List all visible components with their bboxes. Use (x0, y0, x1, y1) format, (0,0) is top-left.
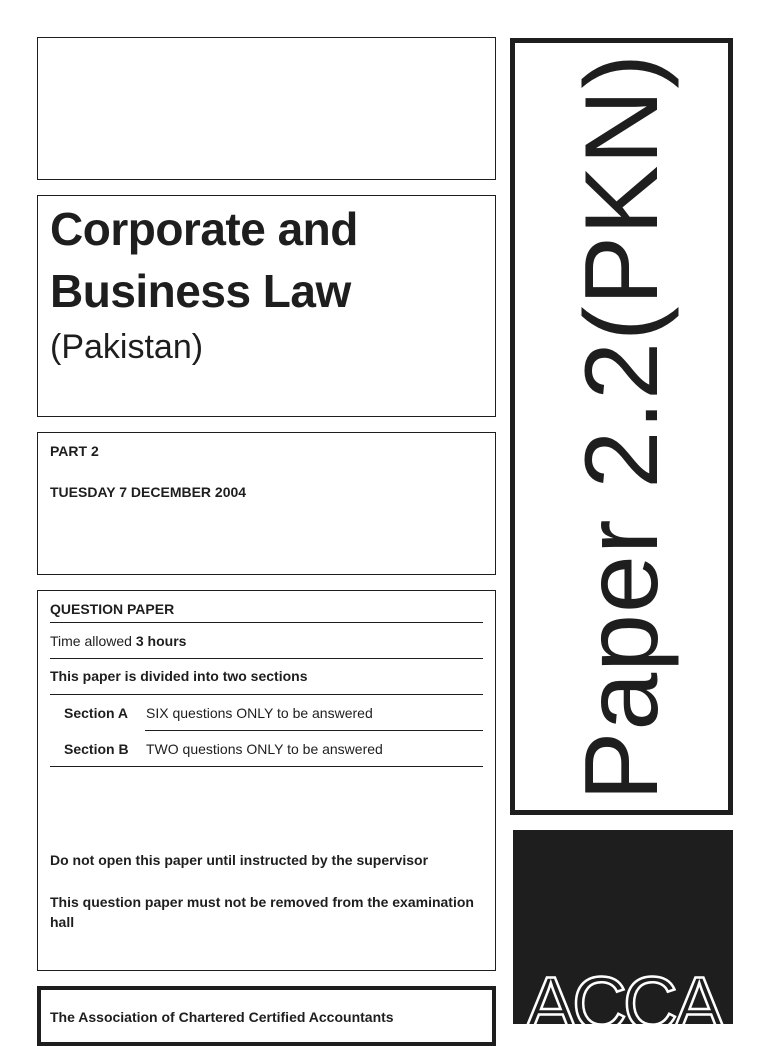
title-line-2: Business Law (50, 265, 351, 317)
subtitle: (Pakistan) (50, 328, 204, 366)
question-paper-box (37, 590, 496, 971)
notice-remove-line-1: This question paper must not be removed from the examination (50, 894, 474, 910)
association-name: The Association of Chartered Certified Accountants (50, 1009, 394, 1025)
title-line-1: Corporate and (50, 203, 358, 255)
section-a-desc: SIX questions ONLY to be answered (146, 705, 373, 721)
time-value: 3 hours (135, 633, 187, 649)
title-box (37, 195, 496, 417)
part-label: PART 2 (50, 443, 99, 459)
section-b-desc: TWO questions ONLY to be answered (146, 741, 383, 757)
divider (50, 694, 483, 695)
divider (50, 658, 483, 659)
time-label: Time allowed (50, 633, 132, 649)
exam-date: TUESDAY 7 DECEMBER 2004 (50, 484, 247, 500)
paper-code: Paper 2.2(PKN) (563, 52, 680, 801)
time-allowed (50, 634, 186, 648)
acca-logo-icon (513, 958, 733, 1038)
blank-header-box (37, 37, 496, 180)
association-box (37, 986, 496, 1046)
part-box (37, 432, 496, 575)
notice-remove-line-2: hall (50, 914, 75, 930)
divider (50, 766, 483, 767)
section-a-name: Section A (64, 705, 129, 721)
section-b-name: Section B (64, 741, 129, 757)
paper-code-panel (510, 38, 733, 815)
notice-do-not-open: Do not open this paper until instructed by the supervisor (50, 852, 429, 868)
svg-text:ACCA: ACCA (525, 962, 721, 1038)
acca-logo-block (513, 830, 733, 1038)
division-text: This paper is divided into two sections (50, 668, 308, 684)
divider (50, 622, 483, 623)
question-paper-heading: QUESTION PAPER (50, 601, 175, 617)
divider (145, 730, 483, 731)
